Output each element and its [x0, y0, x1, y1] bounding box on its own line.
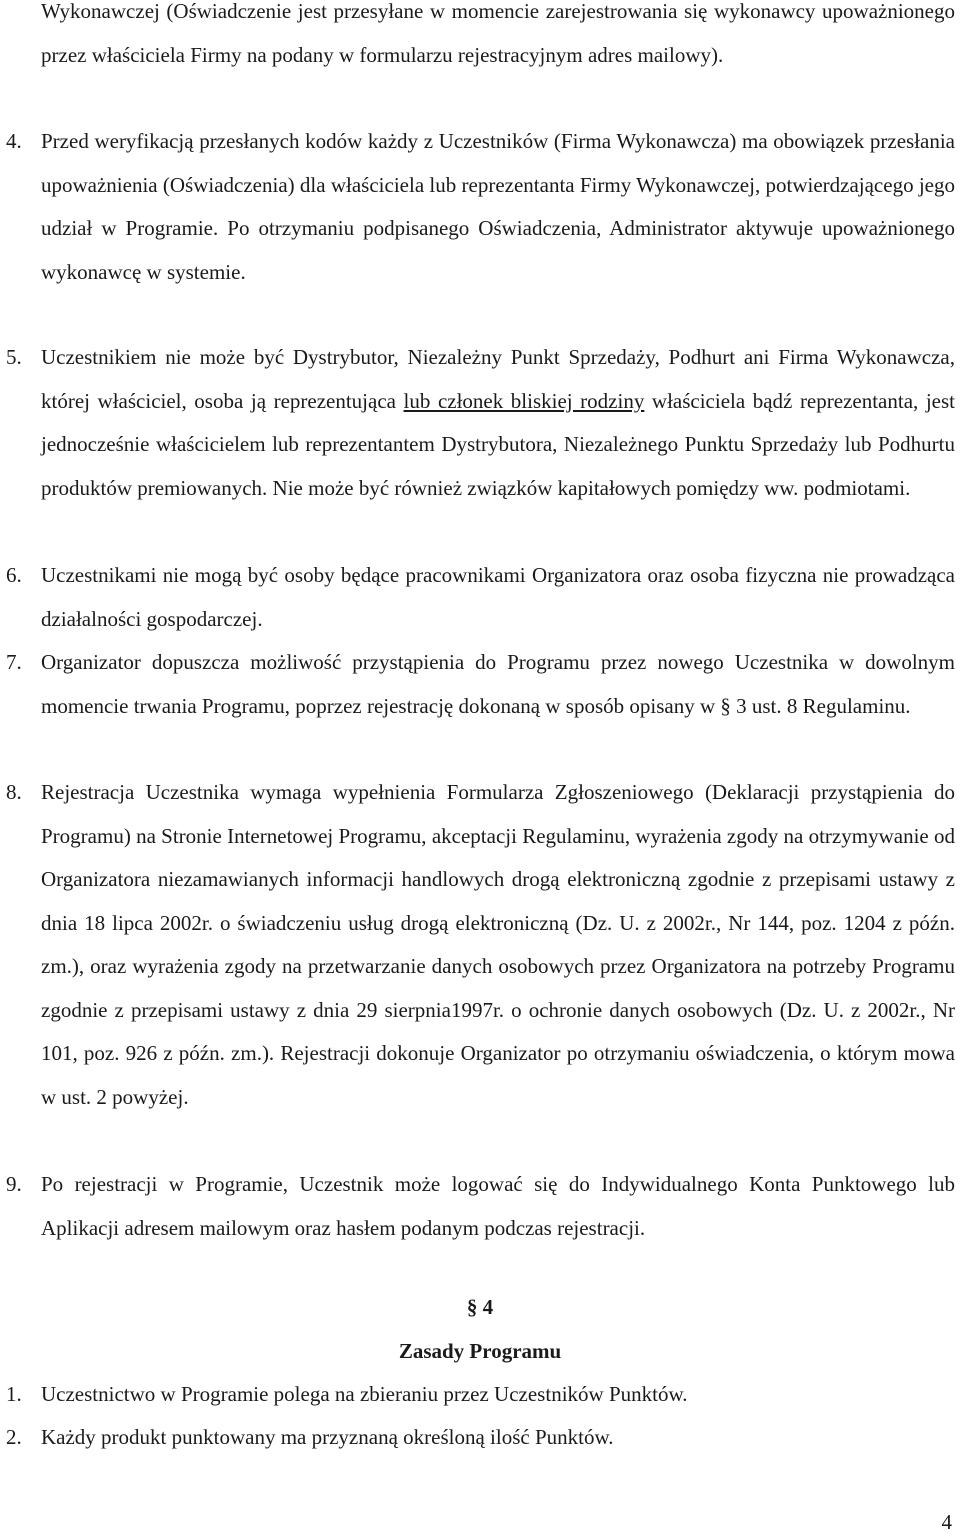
item-text: Po rejestracji w Programie, Uczestnik może logować się do Indywidualnego Konta Punktowego lub Aplikacji adresem mailowym oraz hasłem podanym podczas rejestracji. [41, 1172, 955, 1240]
item-text: Uczestnikami nie mogą być osoby będące pracownikami Organizatora oraz osoba fizyczna nie prowadząca działalności gospodarczej. [41, 563, 955, 631]
list-item-7 [0, 641, 955, 728]
rule-item-2 [0, 1416, 955, 1460]
item-number: 9. [6, 1172, 22, 1196]
continuation-paragraph [41, 0, 955, 77]
item-number: 5. [6, 345, 22, 369]
list-item-5 [0, 336, 955, 510]
section-symbol: § 4 [466, 1295, 494, 1319]
item-text: Przed weryfikacją przesłanych kodów każdy z Uczestników (Firma Wykonawcza) ma obowiązek przesłania upoważnienia (Oświadczenia) dla właściciela lub reprezentanta Firmy Wykonawczej, potwierdzającego jego udział w Programie. Po otrzymaniu podpisanego Oświadczenia, Administrator aktywuje upoważnionego wykonawcę w systemie. [41, 129, 955, 284]
page-number: 4 [941, 1510, 952, 1534]
list-item-6 [0, 554, 955, 641]
item-text-underlined: lub członek bliskiej rodziny [403, 388, 645, 413]
item-number: 8. [6, 780, 22, 804]
section-title: Zasady Programu [398, 1339, 562, 1363]
item-text: Każdy produkt punktowany ma przyznaną określoną ilość Punktów. [41, 1425, 614, 1449]
item-number: 2. [6, 1425, 22, 1449]
item-text: Rejestracja Uczestnika wymaga wypełnienia Formularza Zgłoszeniowego (Deklaracji przystąpienia do Programu) na Stronie Internetowej Programu, akceptacji Regulaminu, wyrażenia zgody na otrzymywanie od Organizatora niezamawianych informacji handlowych drogą elektroniczną zgodnie z przepisami ustawy z dnia 18 lipca 2002r. o świadczeniu usług drogą elektroniczną (Dz. U. z 2002r., Nr 144, poz. 1204 z późn. zm.), oraz wyrażenia zgody na przetwarzanie danych osobowych przez Organizatora na potrzeby Programu zgodnie z przepisami ustawy z dnia 29 sierpnia1997r. o ochronie danych osobowych (Dz. U. z 2002r., Nr 101, poz. 926 z późn. zm.). Rejestracji dokonuje Organizator po otrzymaniu oświadczenia, o którym mowa w ust. 2 powyżej. [41, 780, 955, 1109]
item-text: Organizator dopuszcza możliwość przystąpienia do Programu przez nowego Uczestnika w dowolnym momencie trwania Programu, poprzez rejestrację dokonaną w sposób opisany w § 3 ust. 8 Regulaminu. [41, 650, 955, 718]
item-number: 1. [6, 1382, 22, 1406]
item-text [41, 336, 955, 510]
list-item-8 [0, 771, 955, 1119]
item-text-part-b: właściciela bądź reprezentanta, jest jednocześnie właścicielem lub reprezentantem Dystrybutora, Niezależnego Punktu Sprzedaży lub Podhurtu produktów premiowanych. Nie może być również związków kapitałowych pomiędzy ww. podmiotami. [41, 388, 955, 500]
continuation-text: Wykonawczej (Oświadczenie jest przesyłane w momencie zarejestrowania się wykonawcy upoważnionego przez właściciela Firmy na podany w formularzu rejestracyjnym adres mailowy). [41, 0, 955, 67]
item-number: 4. [6, 129, 22, 153]
list-item-4 [0, 120, 955, 294]
list-item-9 [0, 1163, 955, 1250]
item-number: 6. [6, 563, 22, 587]
rule-item-1 [0, 1373, 955, 1417]
item-text: Uczestnictwo w Programie polega na zbieraniu przez Uczestników Punktów. [41, 1382, 688, 1406]
item-text-part-a: Uczestnikiem nie może być Dystrybutor, Niezależny Punkt Sprzedaży, Podhurt ani Firma Wykonawcza, której właściciel, osoba ją reprezentująca [41, 345, 955, 413]
item-number: 7. [6, 650, 22, 674]
